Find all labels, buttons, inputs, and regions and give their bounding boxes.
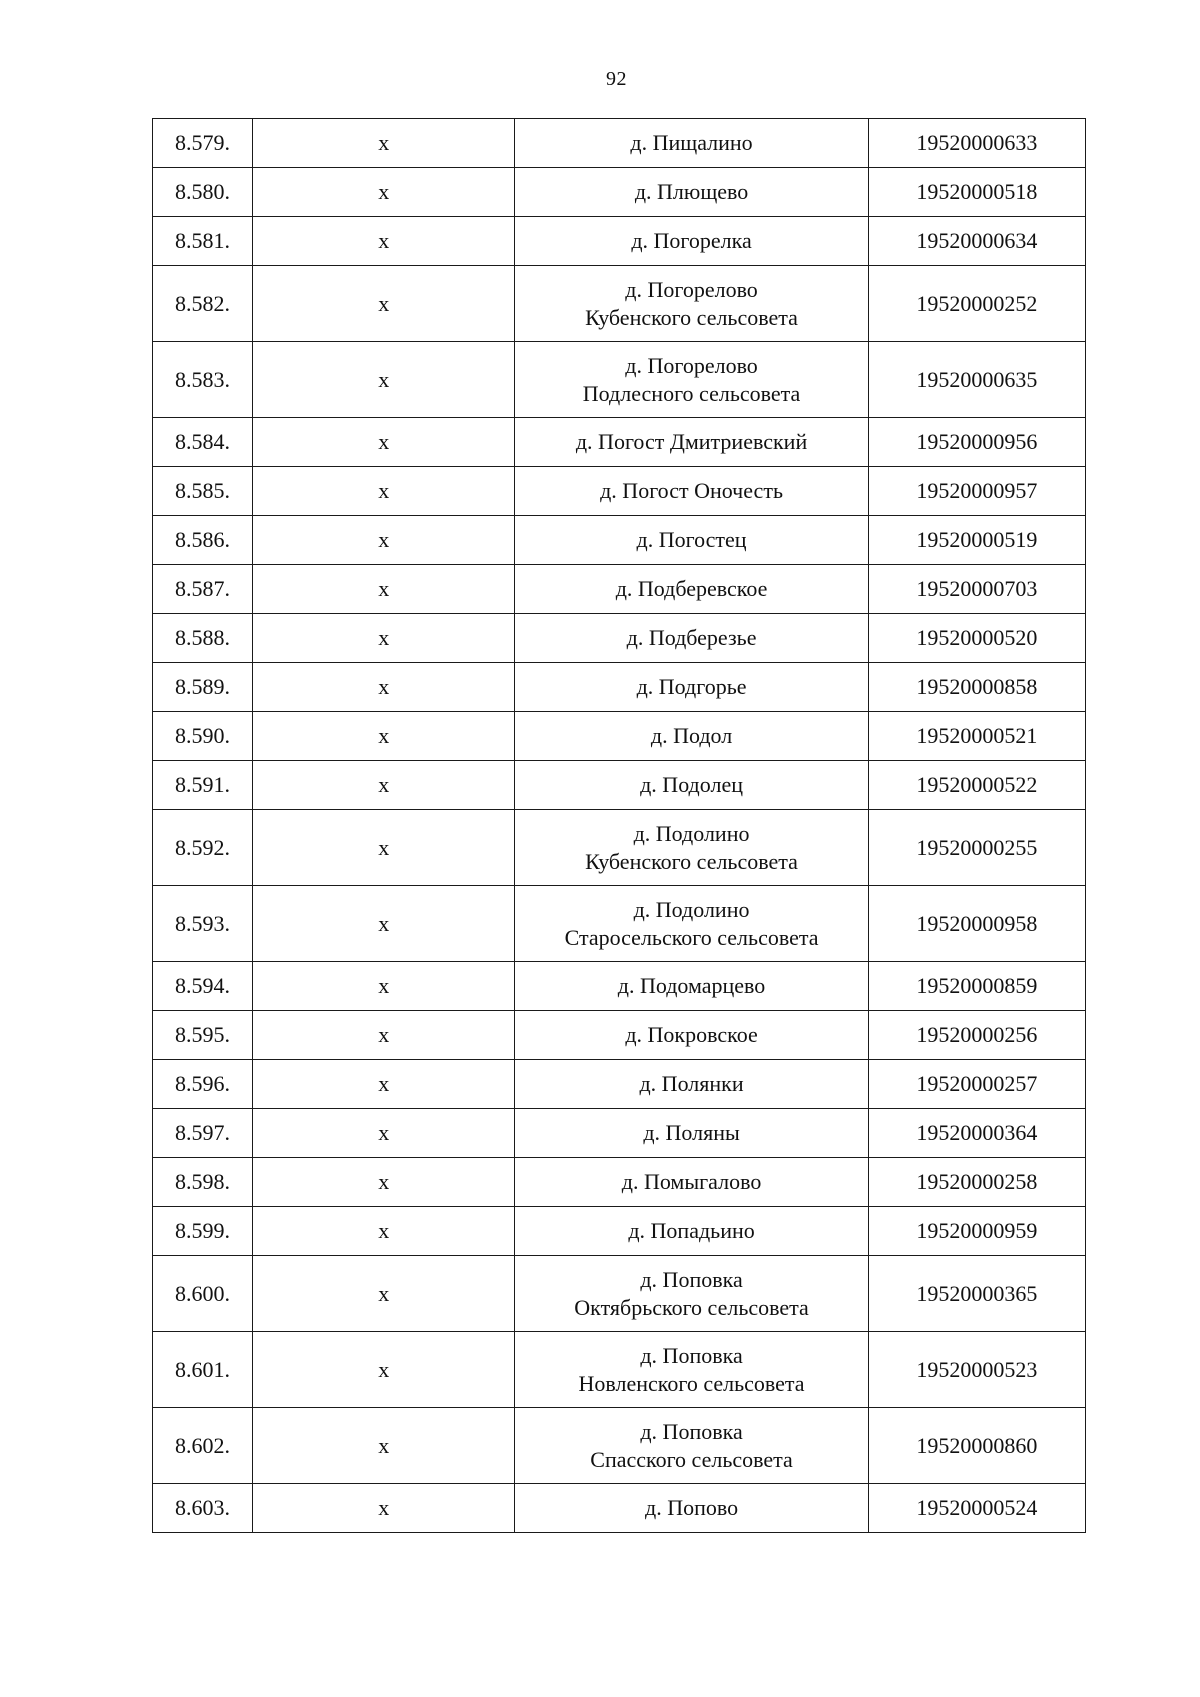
mark-cell: х	[253, 266, 515, 342]
mark-cell: х	[253, 712, 515, 761]
settlement-council: Кубенского сельсовета	[585, 848, 798, 874]
settlements-table	[152, 118, 1086, 1533]
settlement-council: Новленского сельсовета	[578, 1370, 805, 1396]
settlement-name: д. Поповка	[640, 1418, 743, 1444]
settlement-name-cell	[515, 1011, 868, 1060]
settlement-name-cell	[515, 565, 868, 614]
row-number-cell: 8.589.	[153, 663, 253, 712]
table-row	[153, 1207, 1086, 1256]
code-cell: 19520000518	[868, 168, 1085, 217]
settlement-name: д. Подолино	[633, 896, 750, 922]
settlement-name-cell	[515, 712, 868, 761]
settlement-name-cell	[515, 810, 868, 886]
mark-cell: х	[253, 614, 515, 663]
row-number-cell: 8.594.	[153, 962, 253, 1011]
code-cell: 19520000858	[868, 663, 1085, 712]
settlement-name: д. Подберевское	[615, 576, 768, 601]
row-number-cell: 8.595.	[153, 1011, 253, 1060]
settlement-name-cell	[515, 217, 868, 266]
settlement-name-cell	[515, 516, 868, 565]
table-row	[153, 467, 1086, 516]
code-cell: 19520000255	[868, 810, 1085, 886]
settlement-name: д. Подол	[650, 723, 733, 748]
settlement-name-cell	[515, 342, 868, 418]
code-cell: 19520000958	[868, 886, 1085, 962]
table-row	[153, 810, 1086, 886]
code-cell: 19520000635	[868, 342, 1085, 418]
mark-cell: х	[253, 886, 515, 962]
settlement-name: д. Подолино	[633, 820, 750, 846]
settlement-name: д. Погост Дмитриевский	[575, 429, 808, 454]
settlement-name: д. Подомарцево	[617, 973, 766, 998]
settlement-council: Кубенского сельсовета	[585, 304, 798, 330]
settlement-council: Подлесного сельсовета	[582, 380, 801, 406]
row-number-cell: 8.586.	[153, 516, 253, 565]
settlement-name: д. Подберезье	[626, 625, 757, 650]
table-row	[153, 1484, 1086, 1533]
table-row	[153, 663, 1086, 712]
settlement-name-cell	[515, 1207, 868, 1256]
settlement-name-cell	[515, 886, 868, 962]
settlement-name: д. Поповка	[640, 1266, 743, 1292]
row-number-cell: 8.590.	[153, 712, 253, 761]
row-number-cell: 8.603.	[153, 1484, 253, 1533]
code-cell: 19520000956	[868, 418, 1085, 467]
settlement-name-cell	[515, 168, 868, 217]
code-cell: 19520000258	[868, 1158, 1085, 1207]
code-cell: 19520000365	[868, 1256, 1085, 1332]
code-cell: 19520000364	[868, 1109, 1085, 1158]
mark-cell: х	[253, 565, 515, 614]
row-number-cell: 8.599.	[153, 1207, 253, 1256]
settlement-name-cell	[515, 663, 868, 712]
page-number: 92	[606, 68, 627, 90]
table-row	[153, 418, 1086, 467]
settlement-council: Старосельского сельсовета	[564, 924, 819, 950]
settlement-name-cell	[515, 266, 868, 342]
settlement-name: д. Подолец	[640, 772, 743, 797]
table-row	[153, 614, 1086, 663]
settlement-name: д. Погорелка	[631, 228, 752, 253]
mark-cell: х	[253, 418, 515, 467]
code-cell: 19520000959	[868, 1207, 1085, 1256]
mark-cell: х	[253, 1158, 515, 1207]
table-row	[153, 565, 1086, 614]
code-cell: 19520000634	[868, 217, 1085, 266]
settlement-name: д. Покровское	[625, 1022, 758, 1047]
settlement-name: д. Пищалино	[630, 130, 753, 155]
settlement-name-cell	[515, 1256, 868, 1332]
code-cell: 19520000633	[868, 119, 1085, 168]
settlement-name-cell	[515, 962, 868, 1011]
row-number-cell: 8.602.	[153, 1408, 253, 1484]
table-row	[153, 1158, 1086, 1207]
settlement-name-cell	[515, 614, 868, 663]
row-number-cell: 8.585.	[153, 467, 253, 516]
settlement-name-cell	[515, 1060, 868, 1109]
table-row	[153, 119, 1086, 168]
table-row	[153, 1109, 1086, 1158]
mark-cell: х	[253, 217, 515, 266]
settlement-name: д. Попово	[645, 1495, 739, 1520]
settlement-name: д. Погост Оночесть	[600, 478, 783, 503]
settlement-name-cell	[515, 1109, 868, 1158]
code-cell: 19520000860	[868, 1408, 1085, 1484]
table-row	[153, 1408, 1086, 1484]
settlement-name-cell	[515, 1332, 868, 1408]
settlement-name: д. Помыгалово	[621, 1169, 762, 1194]
row-number-cell: 8.581.	[153, 217, 253, 266]
row-number-cell: 8.587.	[153, 565, 253, 614]
table-row	[153, 516, 1086, 565]
table-row	[153, 217, 1086, 266]
mark-cell: х	[253, 516, 515, 565]
table-row	[153, 712, 1086, 761]
code-cell: 19520000957	[868, 467, 1085, 516]
row-number-cell: 8.600.	[153, 1256, 253, 1332]
row-number-cell: 8.601.	[153, 1332, 253, 1408]
row-number-cell: 8.597.	[153, 1109, 253, 1158]
settlement-name: д. Поляны	[643, 1120, 740, 1145]
mark-cell: х	[253, 1207, 515, 1256]
settlement-name-cell	[515, 1408, 868, 1484]
mark-cell: х	[253, 962, 515, 1011]
mark-cell: х	[253, 761, 515, 810]
table-row	[153, 886, 1086, 962]
settlements-table-body	[153, 119, 1086, 1533]
code-cell: 19520000521	[868, 712, 1085, 761]
table-row	[153, 1332, 1086, 1408]
code-cell: 19520000256	[868, 1011, 1085, 1060]
table-row	[153, 266, 1086, 342]
code-cell: 19520000524	[868, 1484, 1085, 1533]
settlement-name: д. Подгорье	[636, 674, 747, 699]
mark-cell: х	[253, 1011, 515, 1060]
mark-cell: х	[253, 1109, 515, 1158]
code-cell: 19520000520	[868, 614, 1085, 663]
mark-cell: х	[253, 1484, 515, 1533]
table-row	[153, 1060, 1086, 1109]
row-number-cell: 8.593.	[153, 886, 253, 962]
row-number-cell: 8.582.	[153, 266, 253, 342]
row-number-cell: 8.588.	[153, 614, 253, 663]
table-row	[153, 761, 1086, 810]
code-cell: 19520000859	[868, 962, 1085, 1011]
mark-cell: х	[253, 1060, 515, 1109]
settlement-name-cell	[515, 761, 868, 810]
row-number-cell: 8.596.	[153, 1060, 253, 1109]
table-row	[153, 168, 1086, 217]
row-number-cell: 8.580.	[153, 168, 253, 217]
settlement-name: д. Попадьино	[628, 1218, 755, 1243]
table-row	[153, 1011, 1086, 1060]
mark-cell: х	[253, 810, 515, 886]
settlement-name: д. Плющево	[634, 179, 749, 204]
mark-cell: х	[253, 1332, 515, 1408]
settlement-name: д. Погорелово	[625, 276, 758, 302]
code-cell: 19520000257	[868, 1060, 1085, 1109]
settlement-name: д. Поповка	[640, 1342, 743, 1368]
settlement-name-cell	[515, 119, 868, 168]
code-cell: 19520000523	[868, 1332, 1085, 1408]
table-row	[153, 962, 1086, 1011]
mark-cell: х	[253, 663, 515, 712]
settlement-council: Спасского сельсовета	[590, 1446, 793, 1472]
table-row	[153, 342, 1086, 418]
settlement-name-cell	[515, 467, 868, 516]
mark-cell: х	[253, 467, 515, 516]
settlement-name-cell	[515, 1484, 868, 1533]
settlement-name: д. Погостец	[636, 527, 747, 552]
mark-cell: х	[253, 119, 515, 168]
settlement-name: д. Полянки	[639, 1071, 744, 1096]
row-number-cell: 8.584.	[153, 418, 253, 467]
row-number-cell: 8.592.	[153, 810, 253, 886]
settlement-name: д. Погорелово	[625, 352, 758, 378]
code-cell: 19520000252	[868, 266, 1085, 342]
code-cell: 19520000703	[868, 565, 1085, 614]
settlement-name-cell	[515, 418, 868, 467]
row-number-cell: 8.579.	[153, 119, 253, 168]
mark-cell: х	[253, 1256, 515, 1332]
mark-cell: х	[253, 168, 515, 217]
row-number-cell: 8.583.	[153, 342, 253, 418]
row-number-cell: 8.591.	[153, 761, 253, 810]
code-cell: 19520000519	[868, 516, 1085, 565]
settlement-name-cell	[515, 1158, 868, 1207]
settlement-council: Октябрьского сельсовета	[574, 1294, 809, 1320]
table-row	[153, 1256, 1086, 1332]
row-number-cell: 8.598.	[153, 1158, 253, 1207]
code-cell: 19520000522	[868, 761, 1085, 810]
mark-cell: х	[253, 1408, 515, 1484]
mark-cell: х	[253, 342, 515, 418]
